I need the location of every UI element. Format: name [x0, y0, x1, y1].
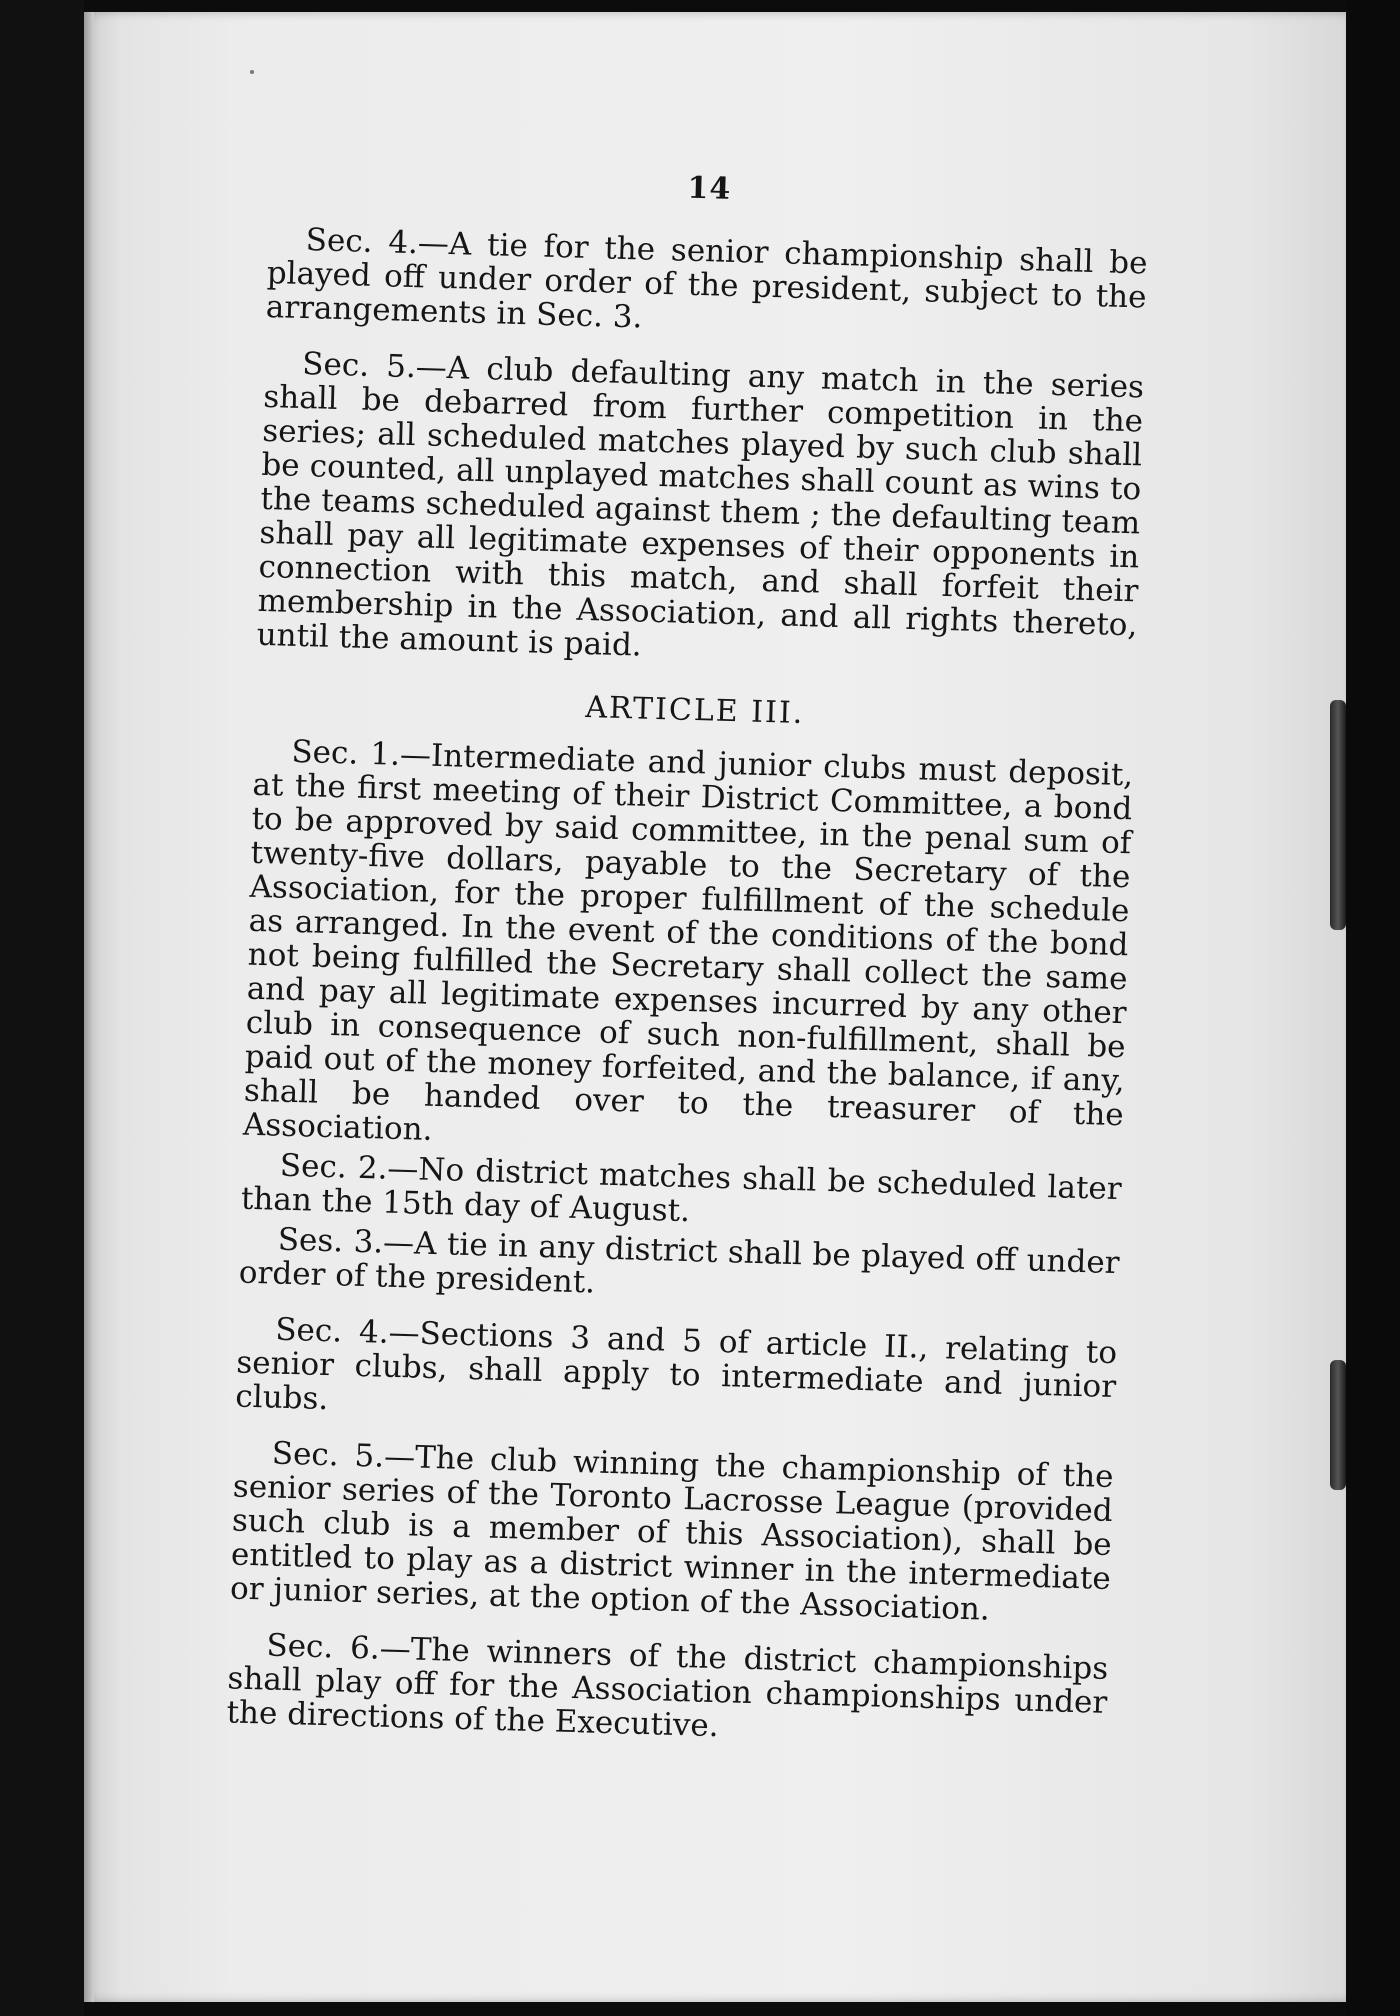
paper-speck — [250, 70, 254, 74]
paragraph-art3-sec-6: Sec. 6.—The winners of the district championships shall play off for the Association championships under the directions of the Executive. — [226, 1627, 1109, 1745]
book-spine-shadow — [0, 0, 84, 2016]
page-text — [226, 160, 1150, 1776]
paragraph-art3-sec-4: Sec. 4.—Sections 3 and 5 of article II., relating to senior clubs, shall apply to intermediate and junior clubs. — [234, 1311, 1118, 1418]
binding-thread-lower — [1330, 1360, 1346, 1490]
paragraph-sec-5: Sec. 5.—A club defaulting any match in the series shall be debarred from further competition in the series; all scheduled matches played by such club shall be counted, all unplayed matches shall count as wins to the teams scheduled against them ; the defaulting team shall pay all legitimate expenses of their opponents in connection with this match, and shall forfeit their membership in the Association, and all rights thereto, until the amount is paid. — [256, 345, 1145, 664]
paragraph-sec-4: Sec. 4.—A tie for the senior championship shall be played off under order of the president, subject to the arrangements in Sec. 3. — [265, 222, 1148, 336]
paragraph-art3-sec-2: Sec. 2.—No district matches shall be scheduled later than the 15th day of August. — [240, 1147, 1123, 1230]
page-number: 14 — [687, 170, 732, 207]
paragraph-art3-sec-5: Sec. 5.—The club winning the championship of the senior series of the Toronto Lacrosse League (provided such club is a member of this Association), shall be entitled to play as a district winner in the intermediate or junior series, at the option of the Association. — [229, 1435, 1115, 1628]
paragraph-art3-sec-3: Ses. 3.—A tie in any district shall be played off under order of the president. — [238, 1221, 1121, 1301]
article-heading: ARTICLE III. — [584, 690, 805, 732]
paragraph-art3-sec-1: Sec. 1.—Intermediate and junior clubs must deposit, at the first meeting of their District Committee, a bond to be approved by said committee, in the penal sum of twenty-five dollars, payable to the Secretary of the Association, for the proper fulfillment of the schedule as arranged. In the event of the conditions of the bond not being fulfilled the Secretary shall collect the same and pay all legitimate expenses incurred by any other club in consequence of such non-fulfillment, shall be paid out of the money forfeited, and the balance, if any, shall be handed over to the treasurer of the Association. — [242, 733, 1134, 1148]
binding-thread-upper — [1330, 700, 1346, 930]
binding-shadow — [1346, 0, 1400, 2016]
page-edge — [84, 12, 94, 2002]
